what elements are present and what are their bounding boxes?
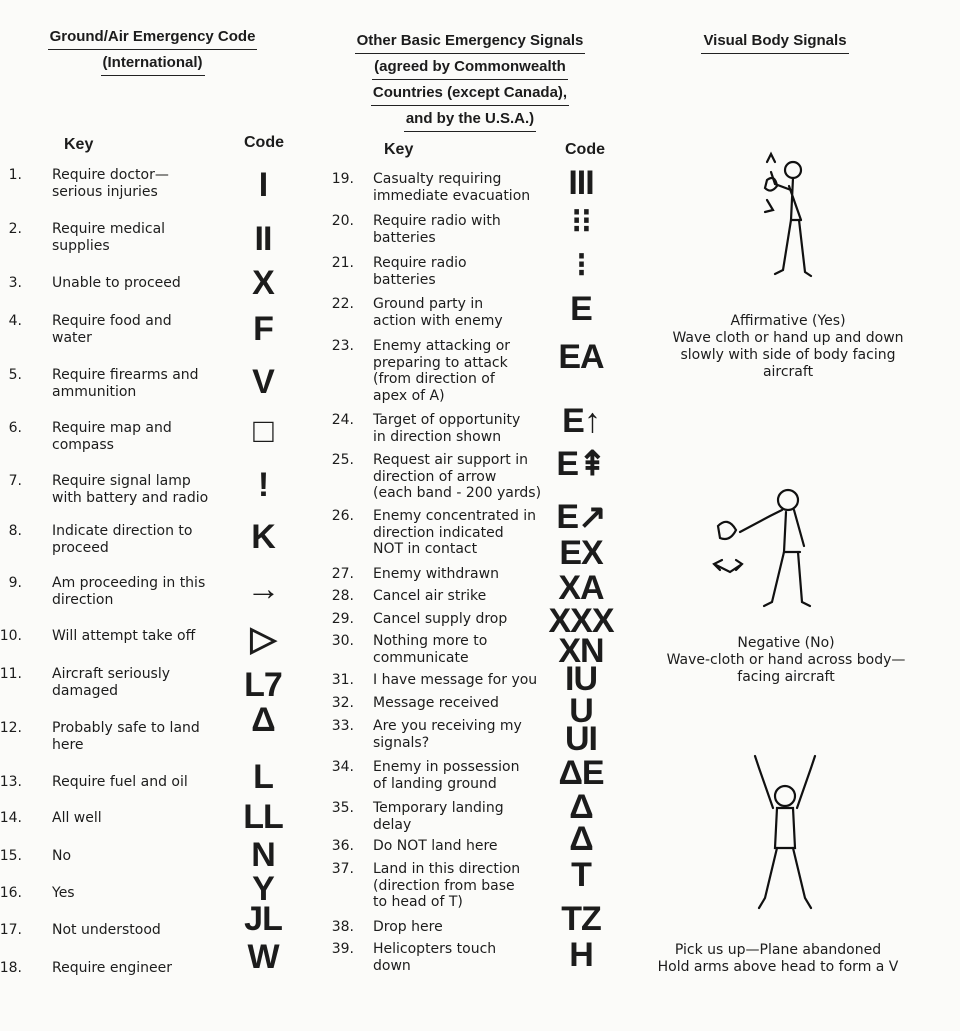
item-number: 14. [0,810,22,826]
negative-title: Negative (No) [737,635,835,651]
item-label: Require radio with batteries [373,213,501,246]
signal-code: L7 [244,666,282,704]
item-number: 19. [331,171,354,187]
negative-signal [636,635,936,686]
item-number: 21. [331,255,354,271]
signal-code: TZ [561,900,601,938]
signal-code: Δ [569,820,593,858]
signal-code: I [258,166,268,204]
signal-code: XN [558,632,604,670]
signal-code: H [569,936,593,974]
key-header-mid: Key [384,141,414,158]
item-number: 26. [331,508,354,524]
item-label: Nothing more to communicate [373,633,488,666]
signal-code: L [253,758,273,796]
ground-air-title: Ground/Air Emergency Code [48,24,258,50]
signal-code: ΔE [558,754,604,792]
other-signals-title: Other Basic Emergency Signals [355,28,586,54]
signal-code: E↗ [556,498,606,536]
code-header-left: Code [244,134,284,151]
pick-up-desc: Hold arms above head to form a V [657,959,899,975]
signal-code: III [568,164,594,202]
affirmative-desc: Wave cloth or hand up and down slowly with side of body facing aircraft [672,330,904,380]
item-label: Enemy attacking or preparing to attack (from direction of apex of A) [373,338,511,404]
signal-code: V [252,363,274,401]
other-signals-sub-2: Countries (except Canada), [371,80,569,106]
item-label: Will attempt take off [52,628,196,644]
signal-code: E↑ [562,402,600,440]
signal-code: EX [559,534,603,572]
item-label: Require map and compass [52,420,172,453]
item-label: Cancel air strike [373,588,487,604]
item-number: 7. [8,473,22,489]
other-signals-sub-3: and by the U.S.A.) [404,106,536,132]
item-number: 2. [8,221,22,237]
item-label: I have message for you [373,672,538,688]
signal-code: X [252,264,274,302]
negative-desc: Wave-cloth or hand across body— facing aircraft [666,652,906,685]
signal-code: E⇞ [556,445,606,483]
item-number: 13. [0,774,22,790]
item-number: 39. [331,941,354,957]
signal-code: JL [244,900,282,938]
item-label: Am proceeding in this direction [52,575,206,608]
item-label: Not understood [52,922,161,938]
item-number: 6. [8,420,22,436]
signal-code: II [254,220,272,258]
item-label: Require radio batteries [373,255,467,288]
item-label: Require engineer [52,960,172,976]
item-number: 32. [331,695,354,711]
item-label: Enemy concentrated in direction indicated NOT in contact [373,508,537,557]
item-label: Yes [52,885,75,901]
item-label: Helicopters touch down [373,941,497,974]
item-number: 1. [8,167,22,183]
item-number: 25. [331,452,354,468]
item-number: 38. [331,919,354,935]
item-number: 15. [0,848,22,864]
item-number: 8. [8,523,22,539]
item-label: No [52,848,72,864]
item-label: Land in this direction (direction from base to head of T) [373,861,521,910]
other-signals-heading [320,28,620,132]
item-number: 12. [0,720,22,736]
affirmative-title: Affirmative (Yes) [730,313,846,329]
signal-code: UI [565,720,597,758]
other-signals-sub-1: (agreed by Commonwealth [372,54,568,80]
signal-code: F [253,310,273,348]
item-label: Ground party in action with enemy [373,296,503,329]
item-label: Enemy withdrawn [373,566,499,582]
item-label: Require doctor— serious injuries [52,167,169,200]
signal-code: ⁝ [576,246,586,284]
code-header-mid: Code [565,141,605,158]
item-number: 34. [331,759,354,775]
item-number: 24. [331,412,354,428]
item-number: 37. [331,861,354,877]
item-number: 20. [331,213,354,229]
item-number: 11. [0,666,22,682]
item-label: Indicate direction to proceed [52,523,193,556]
item-label: Cancel supply drop [373,611,508,627]
item-label: Request air support in direction of arrow (each band - 200 yards) [373,452,542,501]
item-number: 28. [331,588,354,604]
item-number: 10. [0,628,22,644]
item-label: Require signal lamp with battery and radio [52,473,209,506]
item-number: 3. [8,275,22,291]
signal-code: N [251,836,275,874]
item-label: Do NOT land here [373,838,498,854]
item-label: Require firearms and ammunition [52,367,199,400]
item-number: 27. [331,566,354,582]
item-label: Require medical supplies [52,221,166,254]
item-number: 22. [331,296,354,312]
item-number: 29. [331,611,354,627]
item-number: 36. [331,838,354,854]
signal-code: W [247,938,279,976]
item-label: Are you receiving my signals? [373,718,522,751]
signal-code: XXX [548,602,614,640]
item-number: 9. [8,575,22,591]
pick-up-figure-illustration [745,748,825,918]
signal-code: □ [253,412,273,450]
item-label: Aircraft seriously damaged [52,666,171,699]
signal-code: XA [558,569,604,607]
affirmative-signal [638,313,938,381]
signal-code: → [246,570,280,608]
item-number: 35. [331,800,354,816]
signal-code: ▷ [250,620,276,658]
item-label: Unable to proceed [52,275,181,291]
item-label: Require food and water [52,313,172,346]
pick-up-title: Pick us up—Plane abandoned [674,942,882,958]
body-signals-title: Visual Body Signals [701,28,848,54]
signal-code: ! [257,466,269,504]
signal-code: LL [243,798,283,836]
affirmative-figure-illustration [745,150,825,290]
item-label: Target of opportunity in direction shown [373,412,521,445]
item-label: Temporary landing delay [373,800,504,833]
item-number: 18. [0,960,22,976]
signal-code: Y [252,870,274,908]
item-number: 30. [331,633,354,649]
key-header-left: Key [64,136,94,153]
item-label: Require fuel and oil [52,774,188,790]
item-label: Drop here [373,919,443,935]
item-number: 23. [331,338,354,354]
signal-code: Δ [569,788,593,826]
ground-air-subtitle: (International) [101,50,205,76]
item-number: 5. [8,367,22,383]
item-label: Casualty requiring immediate evacuation [373,171,531,204]
body-signals-heading [640,28,910,54]
pick-up-signal [628,942,928,976]
item-number: 4. [8,313,22,329]
signal-code: E [570,290,592,328]
signal-code: IU [565,660,597,698]
signal-code: ⁝⁝ [571,202,591,240]
item-number: 31. [331,672,354,688]
item-label: Probably safe to land here [52,720,200,753]
signal-code: EA [558,338,604,376]
signal-code: U [569,692,593,730]
item-number: 33. [331,718,354,734]
item-label: All well [52,810,102,826]
signal-code: T [571,856,591,894]
item-number: 17. [0,922,22,938]
item-number: 16. [0,885,22,901]
signal-code: Δ [251,701,275,739]
ground-air-heading [20,24,285,76]
item-label: Enemy in possession of landing ground [373,759,520,792]
item-label: Message received [373,695,499,711]
negative-figure-illustration [700,480,830,610]
signal-code: K [251,518,275,556]
